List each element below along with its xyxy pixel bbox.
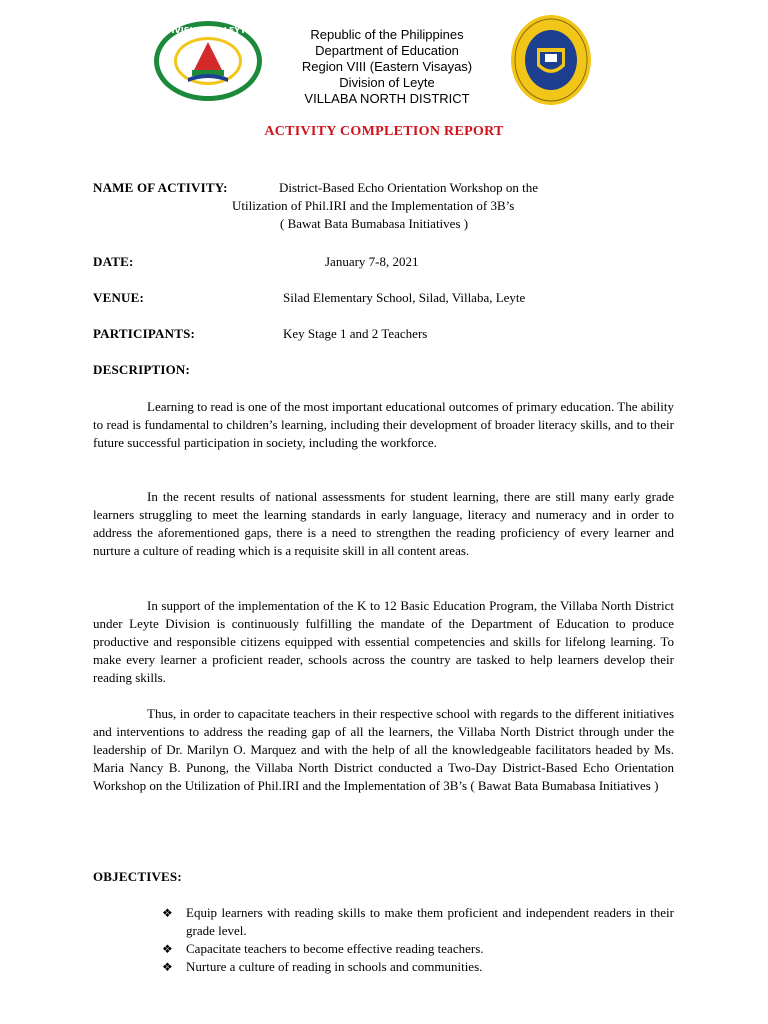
diamond-bullet-icon: ❖	[162, 960, 173, 974]
diamond-bullet-icon: ❖	[162, 906, 173, 920]
venue-label: VENUE:	[93, 290, 145, 305]
objectives-list	[160, 904, 674, 976]
objective-text: Nurture a culture of reading in schools and communities.	[186, 959, 483, 974]
date-label: DATE:	[93, 254, 134, 269]
letterhead-line-region: Region VIII (Eastern Visayas)	[301, 59, 473, 74]
description-paragraph-2: In the recent results of national assessments for student learning, there are still many early grade learners struggling to meet the learning standards in early language, literacy and numeracy and in order to address the aforementioned gaps, there is a need to strengthen the reading proficiency of every learner and nurture a culture of reading which is a requisite skill in all content areas.	[93, 489, 674, 558]
svg-text:DIVISION OF LEYTE: DIVISION OF LEYTE	[164, 26, 252, 35]
date-value: January 7-8, 2021	[325, 254, 419, 269]
description-paragraph-4: Thus, in order to capacitate teachers in their respective school with regards to the different initiatives and interventions to address the reading gap of all the learners, the Villaba North District through under the leadership of Dr. Marilyn O. Marquez and with the help of all the knowledgeable facilitators headed by Ms. Maria Nancy B. Punong, the Villaba North District conducted a Two-Day District-Based Echo Orientation Workshop on the Utilization of Phil.IRI and the Implementation of 3B’s ( Bawat Bata Bumabasa Initiatives )	[93, 706, 674, 793]
activity-name-line-1: District-Based Echo Orientation Workshop on the	[279, 180, 539, 195]
description-paragraph-1: Learning to read is one of the most important educational outcomes of primary education. The ability to read is fundamental to children’s learning, including their development of broader literacy skills, and to their future successful participation in society, including the workforce.	[93, 399, 674, 450]
report-title: ACTIVITY COMPLETION REPORT	[264, 124, 504, 139]
division-of-leyte-seal-logo	[152, 20, 264, 102]
description-paragraph-3: In support of the implementation of the K to 12 Basic Education Program, the Villaba North District under Leyte Division is continuously fulfilling the mandate of the Department of Education to produce productive and responsible citizens equipped with essential competencies and skills for lifelong learning. To make every learner a proficient reader, schools across the country are tasked to help learners develop their reading skills.	[93, 598, 674, 685]
venue-value: Silad Elementary School, Silad, Villaba, Leyte	[283, 290, 526, 305]
letterhead-line-district: VILLABA NORTH DISTRICT	[304, 91, 470, 106]
document-header	[0, 0, 768, 110]
activity-name-line-2: Utilization of Phil.IRI and the Implementation of 3B’s	[232, 198, 515, 213]
letterhead-line-division: Division of Leyte	[339, 75, 435, 90]
activity-name-value	[232, 179, 592, 233]
diamond-bullet-icon: ❖	[162, 942, 173, 956]
description-label: DESCRIPTION:	[93, 362, 191, 377]
letterhead	[270, 27, 504, 107]
letterhead-line-republic: Republic of the Philippines	[310, 27, 464, 42]
objective-text: Capacitate teachers to become effective reading teachers.	[186, 941, 484, 956]
objective-text: Equip learners with reading skills to make them proficient and independent readers in their grade level.	[186, 905, 674, 938]
objective-item	[160, 904, 674, 940]
letterhead-line-deped: Department of Education	[315, 43, 459, 58]
activity-label: NAME OF ACTIVITY:	[93, 180, 228, 195]
villaba-north-district-seal-logo	[510, 14, 592, 106]
activity-name-line-3: ( Bawat Bata Bumabasa Initiatives )	[280, 216, 469, 231]
objectives-label: OBJECTIVES:	[93, 869, 182, 884]
participants-value: Key Stage 1 and 2 Teachers	[283, 326, 428, 341]
participants-label: PARTICIPANTS:	[93, 326, 196, 341]
objective-item	[160, 940, 674, 958]
objective-item	[160, 958, 674, 976]
